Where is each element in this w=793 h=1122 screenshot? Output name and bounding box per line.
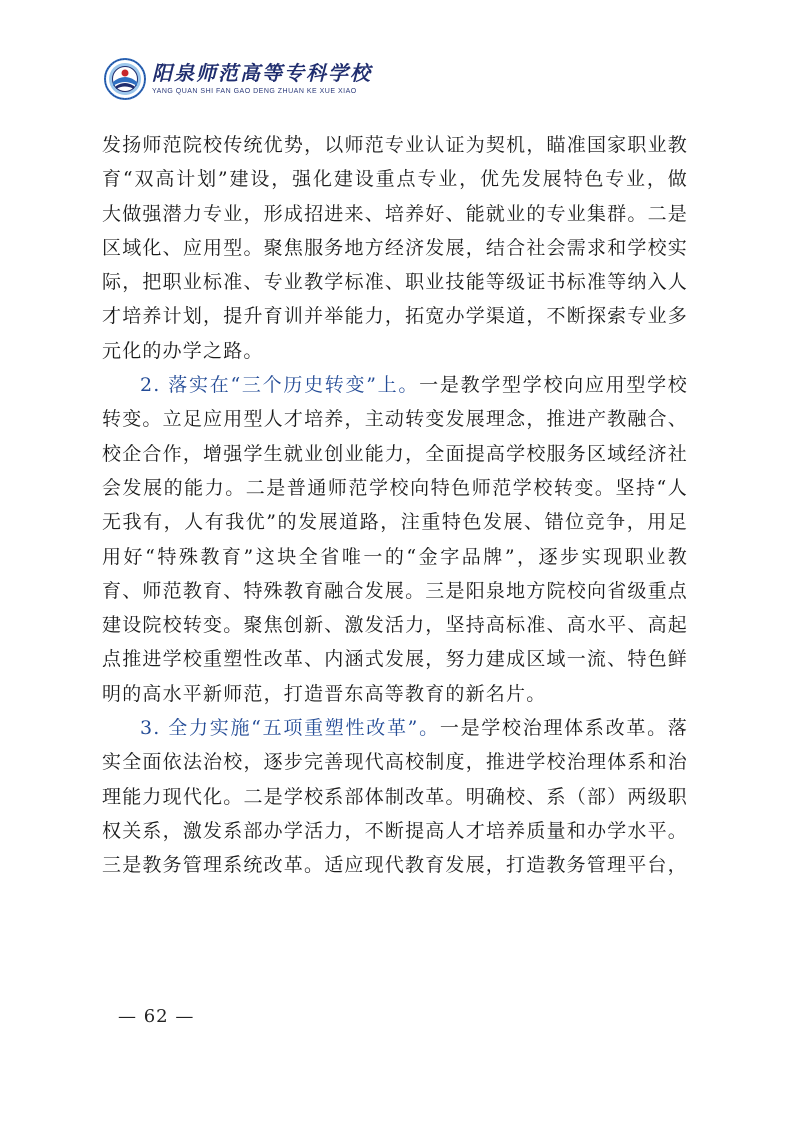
document-body — [102, 128, 688, 883]
page-header — [104, 56, 372, 102]
page-number: — 62 — — [118, 1006, 195, 1027]
section-text-2: 一是教学型学校向应用型学校转变。立足应用型人才培养，主动转变发展理念，推进产教融合、校企合作，增强学生就业创业能力，全面提高学校服务区域经济社会发展的能力。二是普通师范学校向特色师范学校转变。坚持“人无我有，人有我优”的发展道路，注重特色发展、错位竞争，用足用好“特殊教育”这块全省唯一的“金字品牌”，逐步实现职业教育、师范教育、特殊教育融合发展。三是阳泉地方院校向省级重点建设院校转变。聚焦创新、激发活力，坚持高标准、高水平、高起点推进学校重塑性改革、内涵式发展，努力建成区域一流、特色鲜明的高水平新师范，打造晋东高等教育的新名片。 — [102, 374, 688, 705]
paragraph-2 — [102, 368, 688, 711]
school-emblem-icon — [104, 58, 146, 100]
school-pinyin: YANG QUAN SHI FAN GAO DENG ZHUAN KE XUE XIAO — [152, 88, 357, 95]
section-heading-3: 3. 全力实施“五项重塑性改革”。 — [140, 717, 440, 740]
paragraph-1: 发扬师范院校传统优势，以师范专业认证为契机，瞄准国家职业教育“双高计划”建设，强化建设重点专业，优先发展特色专业，做大做强潜力专业，形成招进来、培养好、能就业的专业集群。二是区域化、应用型。聚焦服务地方经济发展，结合社会需求和学校实际，把职业标准、专业教学标准、职业技能等级证书标准等纳入人才培养计划，提升育训并举能力，拓宽办学渠道，不断探索专业多元化的办学之路。 — [102, 134, 688, 362]
section-text-3: 一是学校治理体系改革。落实全面依法治校，逐步完善现代高校制度，推进学校治理体系和治理能力现代化。二是学校系部体制改革。明确校、系（部）两级职权关系，激发系部办学活力，不断提高人才培养质量和办学水平。三是教务管理系统改革。适应现代教育发展，打造教务管理平台， — [102, 717, 688, 877]
section-heading-2: 2. 落实在“三个历史转变”上。 — [140, 374, 420, 397]
paragraph-3 — [102, 711, 688, 882]
school-name: 阳泉师范高等专科学校 — [152, 61, 372, 85]
